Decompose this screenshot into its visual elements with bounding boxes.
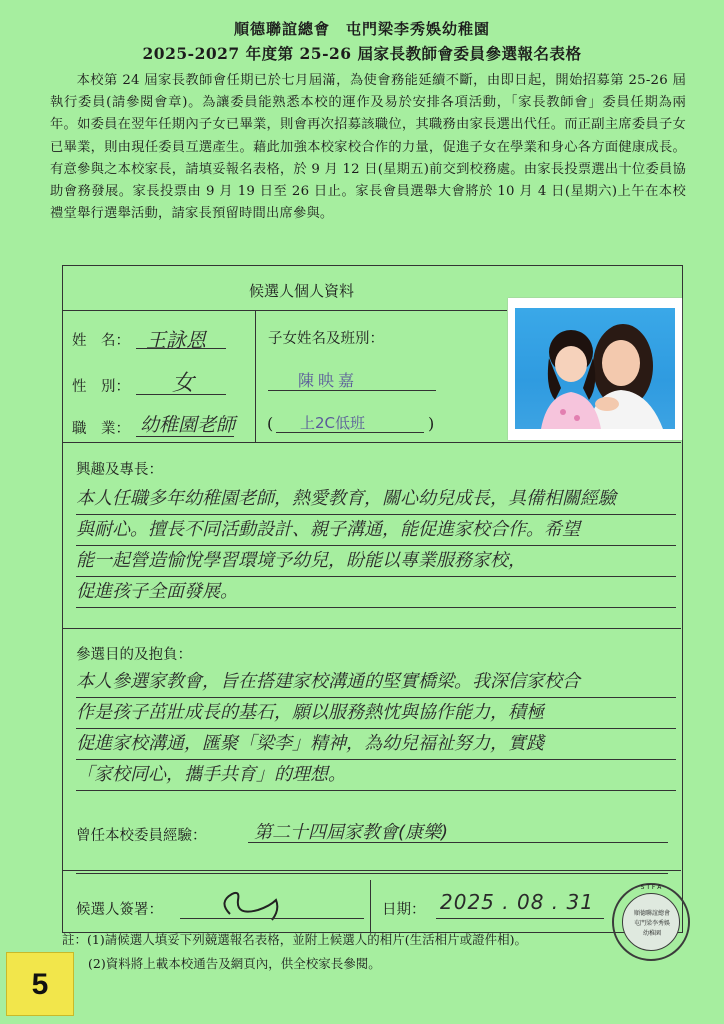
interests-line: 本人任職多年幼稚園老師，熱愛教育，關心幼兒成長，具備相關經驗	[76, 484, 676, 515]
photo-image	[515, 308, 675, 429]
child-class-underline	[276, 432, 424, 433]
child-name-underline	[268, 390, 436, 391]
date-underline	[436, 918, 604, 919]
gender-underline	[136, 394, 226, 395]
experience-underline	[248, 842, 668, 843]
divider	[63, 442, 681, 443]
interests-line: 能一起營造愉悅學習環境予幼兒，盼能以專業服務家校，	[76, 546, 676, 577]
signature-mark	[214, 880, 294, 926]
gender-label: 性 別：	[72, 379, 130, 395]
school-stamp	[612, 883, 690, 961]
gender-value: 女	[172, 371, 195, 396]
job-label: 職 業：	[72, 421, 130, 437]
footnotes	[62, 928, 527, 976]
interests-label: 興趣及專長：	[76, 462, 163, 478]
section-title: 候選人個人資料	[249, 282, 355, 300]
page-number-badge: 5	[6, 952, 74, 1016]
photo-figures	[515, 308, 675, 429]
school-name: 順德聯誼總會 屯門梁李秀娛幼稚園	[233, 20, 490, 38]
goals-line: 作是孩子茁壯成長的基石，願以服務熱忱與協作能力，積極	[76, 698, 676, 729]
experience-value: 第二十四屆家教會(康樂)	[254, 822, 449, 843]
signature-underline	[180, 918, 364, 919]
candidate-photo	[508, 298, 682, 440]
name-underline	[136, 348, 226, 349]
name-label: 姓 名：	[72, 333, 130, 349]
child-class-value: 上2C低班	[300, 414, 366, 432]
divider	[63, 628, 681, 629]
experience-label: 曾任本校委員經驗：	[76, 828, 207, 844]
interests-line: 與耐心。擅長不同活動設計、親子溝通，能促進家校合作。希望	[76, 515, 676, 546]
goals-label: 參選目的及抱負：	[76, 647, 192, 663]
intro-text	[50, 70, 686, 225]
paren-open: (	[267, 414, 274, 433]
goals-answer	[76, 667, 676, 791]
date-value: 2025 . 08 . 31	[440, 890, 594, 914]
interests-line: 促進孩子全面發展。	[76, 577, 676, 608]
note-1: 註：(1)請候選人填妥下列競選報名表格，並附上候選人的相片(生活相片或證件相)。	[62, 932, 527, 947]
stamp-line: 屯門梁李秀娛	[633, 920, 670, 927]
stamp-ring	[622, 893, 680, 951]
child-name-value: 陳映嘉	[298, 371, 359, 390]
stamp-line: 順德聯誼總會	[633, 910, 670, 917]
job-underline	[136, 436, 234, 437]
goals-line: 「家校同心，攜手共育」的理想。	[76, 760, 676, 791]
form-title: 2025-2027 年度第 25-26 屆家長教師會委員參選報名表格	[142, 44, 582, 63]
paren-close: )	[428, 414, 435, 433]
date-label: 日期：	[382, 902, 426, 918]
job-value: 幼稚園老師	[140, 414, 236, 436]
goals-line: 本人參選家教會，旨在搭建家校溝通的堅實橋梁。我深信家校合	[76, 667, 676, 698]
divider	[63, 310, 507, 311]
divider	[370, 880, 371, 932]
divider	[255, 310, 256, 442]
note-2: (2)資料將上載本校通告及網頁內，供全校家長參閱。	[88, 956, 381, 971]
child-label: 子女姓名及班別：	[268, 331, 384, 347]
extra-line	[76, 873, 668, 874]
interests-answer	[76, 484, 676, 608]
stamp-top-text: S T F A	[640, 884, 662, 891]
name-value: 王詠恩	[146, 328, 206, 352]
signature-label: 候選人簽署：	[76, 902, 163, 918]
intro-paragraph: 本校第 24 屆家長教師會任期已於七月屆滿，為使會務能延續不斷，由即日起，開始招募第 25-26 屆執行委員(請參閱會章)。為讓委員能熟悉本校的運作及易於安排各項活動，「家長教師會」委員任期為兩年。如委員在翌年任期內子女已畢業，則會再次招募該職位，其職務由家長選出代任。而正副主席委員子女已畢業，則由現任委員互選產生。藉此加強本校家校合作的力量，促進子女在學業和身心各方面健康成長。有意參與之本校家長，請填妥報名表格，於 9 月 12 日(星期五)前交到校務處。由家長投票選出十位委員協助會務發展。家長投票由 9 月 19 日至 26 日止。家長會員選舉大會將於 10 月 4 日(星期六)上午在本校禮堂舉行選舉活動，請家長預留時間出席參與。	[50, 73, 686, 222]
stamp-line: 幼稚園	[642, 930, 661, 937]
goals-line: 促進家校溝通，匯聚「梁李」精神，為幼兒福祉努力，實踐	[76, 729, 676, 760]
divider	[63, 870, 681, 871]
